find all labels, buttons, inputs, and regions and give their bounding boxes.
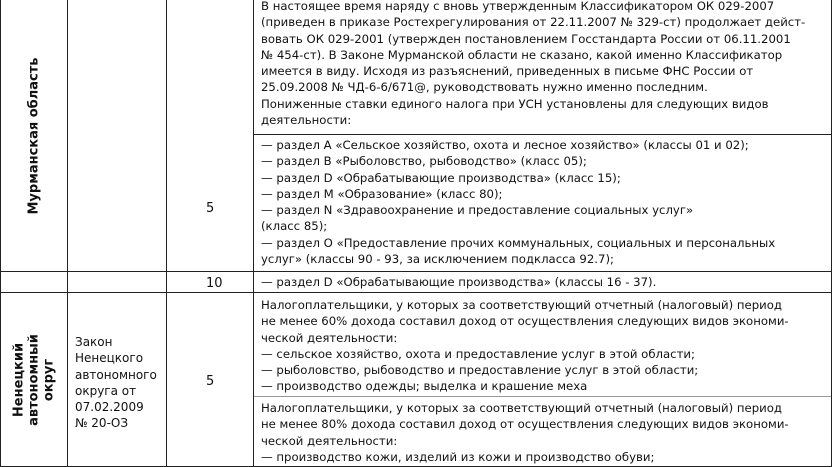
activity-line: — раздел D «Обрабатывающие производства» (класс 15);: [261, 170, 621, 185]
nenets-line: не менее 80% дохода составил доход от осуществления следующих видов экономи-: [261, 417, 789, 432]
region-nenets-line: округ: [41, 358, 57, 402]
murmansk-rate-10: 10: [206, 276, 223, 291]
col-divider-3: [166, 0, 167, 467]
col-divider-2: [67, 0, 68, 467]
col-divider-1: [0, 0, 1, 467]
murmansk-note-paragraph: [261, 0, 805, 128]
region-murmansk-label: Мурманская область: [26, 57, 42, 215]
nenets-rate-5: 5: [206, 374, 215, 389]
activity-line: — раздел В «Рыболовство, рыбоводство» (класс 05);: [261, 154, 587, 169]
para-line: имеется в виду. Исходя из разъяснений, приведенных в письме ФНС России от: [261, 64, 754, 79]
law-line: автономного: [75, 367, 157, 382]
nenets-conditions-text: [261, 297, 789, 395]
law-line: 07.02.2009: [75, 400, 144, 415]
murmansk-activities-list: [261, 137, 775, 267]
activity-line: — раздел О «Предоставление прочих коммунальных, социальных и персональных: [261, 235, 776, 250]
row-divider-murmansk-10: [0, 292, 832, 293]
murmansk-rate-5: 5: [206, 201, 215, 216]
nenets-line: — рыболовство, рыбоводство и предоставление услуг в этой области;: [261, 363, 699, 378]
region-nenets-line: автономный: [26, 334, 42, 426]
col-divider-4: [253, 0, 254, 467]
activity-line: — раздел N «Здравоохранение и предоставление социальных услуг»: [261, 203, 694, 218]
nenets-line: не менее 60% дохода составил доход от осуществления следующих видов экономи-: [261, 314, 789, 329]
row-divider-murmansk-para: [253, 134, 832, 135]
nenets-line: — производство одежды; выделка и крашение меха: [261, 379, 588, 394]
region-nenets-line: Ненецкий: [11, 342, 27, 418]
nenets-law-reference: [75, 334, 157, 432]
law-line: Закон: [75, 335, 113, 349]
activity-line: — раздел М «Образование» (класс 80);: [261, 186, 503, 201]
nenets-conditions-text-2: [261, 400, 789, 465]
para-line: Пониженные ставки единого налога при УСН установлены для следующих видов: [261, 96, 769, 111]
region-nenets: [12, 334, 57, 426]
para-line: № 454-ст). В Законе Мурманской области не сказано, какой именно Классификатор: [261, 47, 783, 62]
murmansk-activity-row10: — раздел D «Обрабатывающие производства» (классы 16 - 37).: [261, 275, 657, 289]
law-line: округа от: [75, 383, 137, 398]
nenets-line: — производство кожи, изделий из кожи и производство обуви;: [261, 449, 655, 464]
nenets-line: — сельское хозяйство, охота и предоставление услуг в этой области;: [261, 346, 695, 361]
row-divider-murmansk-5: [0, 271, 832, 272]
para-line: В настоящее время наряду с вновь утвержденным Классификатором ОК 029-2007: [261, 0, 775, 13]
nenets-line: Налогоплательщики, у которых за соответствующий отчетный (налоговый) период: [261, 298, 782, 312]
para-line: 25.09.2008 № ЧД-6-6/671@, руководствовать нужно именно последним.: [261, 80, 708, 95]
nenets-line: ческой деятельности:: [261, 330, 398, 345]
activity-line: — раздел А «Сельское хозяйство, охота и лесное хозяйство» (классы 01 и 02);: [261, 138, 749, 152]
law-line: Ненецкого: [75, 351, 144, 366]
law-line: № 20-ОЗ: [75, 416, 129, 431]
row-divider-nenets-mid: [253, 396, 832, 397]
nenets-line: ческой деятельности:: [261, 433, 398, 448]
activity-line: (класс 85);: [261, 219, 328, 234]
para-line: (приведен в приказе Ростехрегулирования от 22.11.2007 № 329-ст) продолжает дейст-: [261, 15, 806, 30]
para-line: деятельности:: [261, 113, 352, 128]
para-line: вовать ОК 029-2001 (утвержден постановлением Госстандарта России от 06.11.2001: [261, 31, 791, 46]
activity-line: услуг» (классы 90 - 93, за исключением подкласса 92.7);: [261, 252, 614, 267]
nenets-line: Налогоплательщики, у которых за соответствующий отчетный (налоговый) период: [261, 401, 782, 415]
region-murmansk: [27, 57, 42, 214]
